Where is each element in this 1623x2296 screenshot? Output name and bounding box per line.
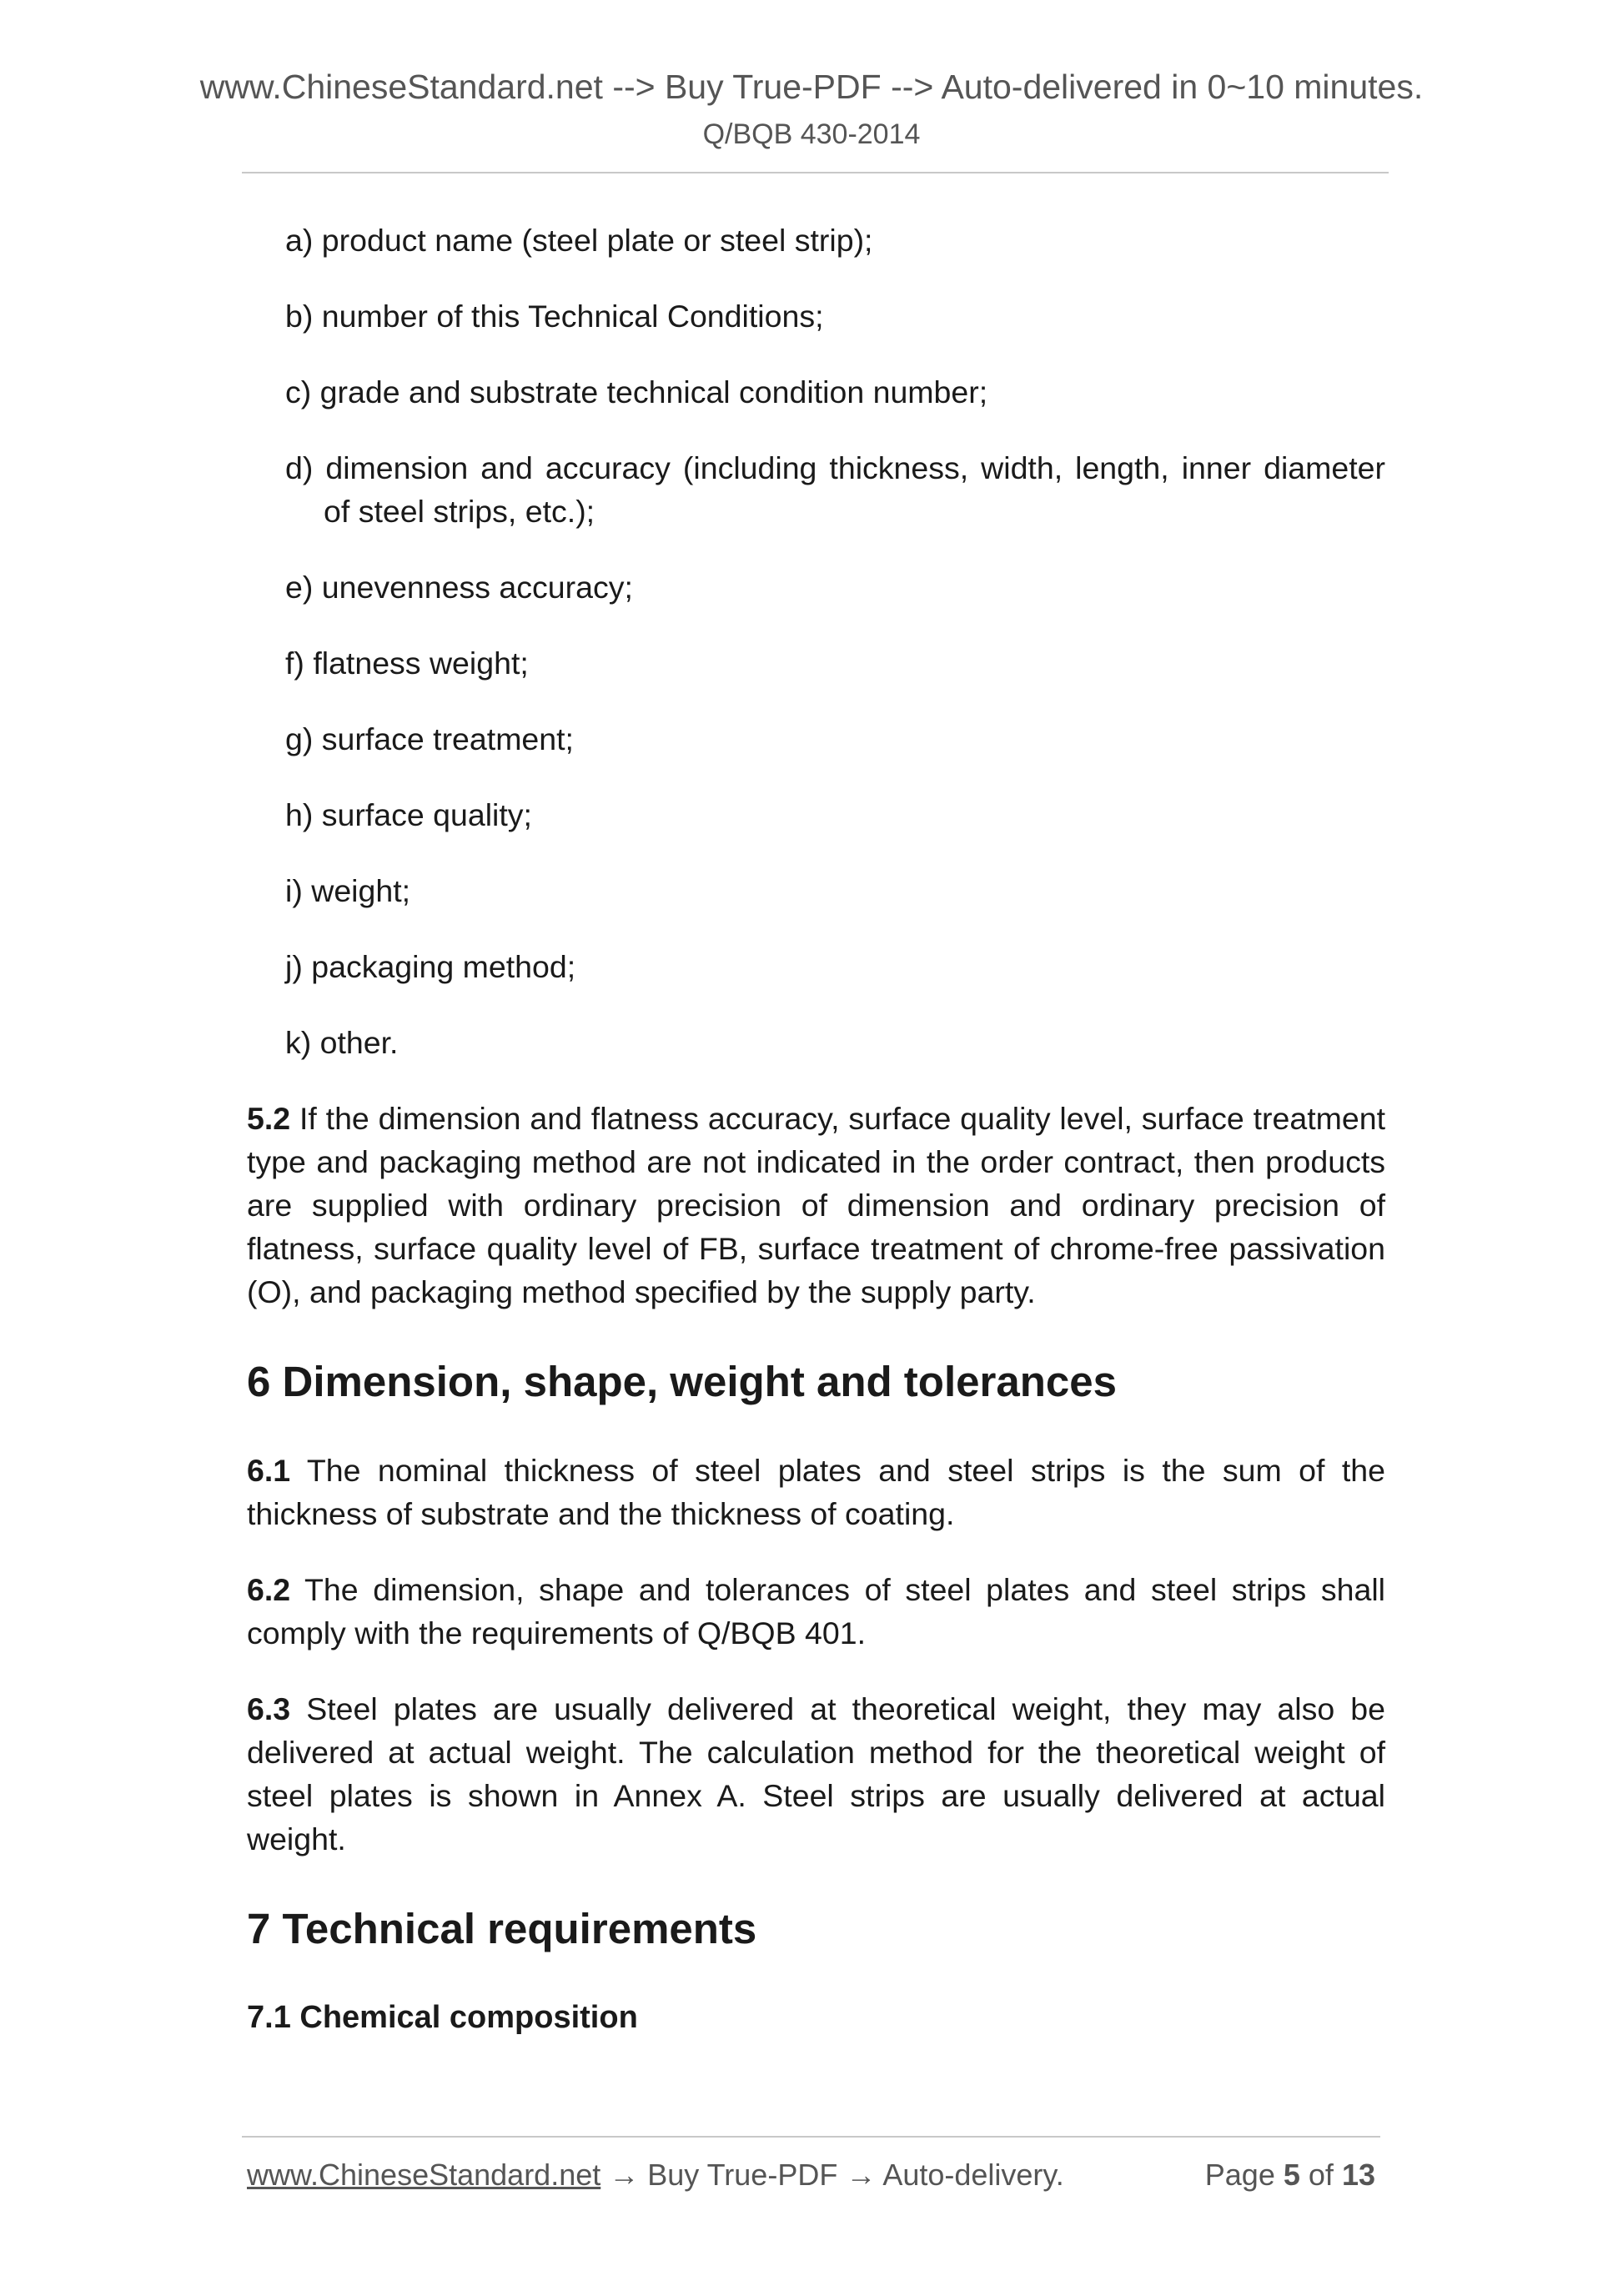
clause-number: 6.3 xyxy=(247,1691,291,1726)
clause-6-3 xyxy=(247,1687,1385,1861)
clause-number: 6.1 xyxy=(247,1453,291,1488)
clause-text: The dimension, shape and tolerances of steel plates and steel strips shall comply with the requirements of Q/BQB 401. xyxy=(247,1572,1385,1650)
clause-5-2 xyxy=(247,1097,1385,1314)
document-body xyxy=(247,219,1385,2039)
page-indicator xyxy=(1205,2156,1375,2194)
page-total: 13 xyxy=(1341,2158,1375,2192)
clause-text: Steel plates are usually delivered at theoretical weight, they may also be delivered at actual weight. The calculation method for the theoretical weight of steel plates is shown in Annex A. Steel strips are usually delivered at actual weight. xyxy=(247,1691,1385,1856)
header-divider xyxy=(242,172,1389,173)
list-item-g: g) surface treatment; xyxy=(285,721,574,756)
list-item-c: c) grade and substrate technical condition number; xyxy=(285,374,988,409)
list-item-h: h) surface quality; xyxy=(285,797,532,832)
list-item-e: e) unevenness accuracy; xyxy=(285,570,633,605)
clause-6-2 xyxy=(247,1568,1385,1655)
clause-number: 6.2 xyxy=(247,1572,291,1607)
footer-divider xyxy=(242,2136,1380,2138)
section-7-heading: 7 Technical requirements xyxy=(247,1905,757,1952)
list-item-d: d) dimension and accuracy (including thickness, width, length, inner diameter of steel strips, etc.); xyxy=(285,450,1385,529)
footer-promo-text: → Buy True-PDF → Auto-delivery. xyxy=(600,2158,1064,2192)
page-current: 5 xyxy=(1283,2158,1300,2192)
section-6-heading: 6 Dimension, shape, weight and tolerances xyxy=(247,1358,1117,1405)
list-item-k: k) other. xyxy=(285,1025,399,1060)
clause-text: The nominal thickness of steel plates and steel strips is the sum of the thickness of substrate and the thickness of coating. xyxy=(247,1453,1385,1531)
standard-number: Q/BQB 430-2014 xyxy=(702,118,921,150)
page-label: Page xyxy=(1204,2158,1275,2192)
list-item-j: j) packaging method; xyxy=(285,949,576,984)
list-item-b: b) number of this Technical Conditions; xyxy=(285,299,824,334)
header-banner: www.ChineseStandard.net --> Buy True-PDF --> Auto-delivered in 0~10 minutes. xyxy=(199,68,1424,106)
list-item-i: i) weight; xyxy=(285,873,411,908)
page-of-label: of xyxy=(1308,2158,1334,2192)
list-item-a: a) product name (steel plate or steel strip); xyxy=(285,223,873,258)
footer-promo xyxy=(247,2156,1064,2194)
footer-website-link[interactable]: www.ChineseStandard.net xyxy=(247,2158,601,2192)
clause-text: If the dimension and flatness accuracy, surface quality level, surface treatment type and packaging method are not indicated in the order contract, then products are supplied with ordinary precision of dimension and ordinary precision of flatness, surface quality level of FB, surface treatment of chrome-free passivation (O), and packaging method specified by the supply party. xyxy=(247,1101,1385,1309)
clause-number: 5.2 xyxy=(247,1101,291,1136)
clause-6-1 xyxy=(247,1449,1385,1535)
subsection-7-1-heading: 7.1 Chemical composition xyxy=(247,2000,638,2035)
list-item-f: f) flatness weight; xyxy=(285,646,529,681)
